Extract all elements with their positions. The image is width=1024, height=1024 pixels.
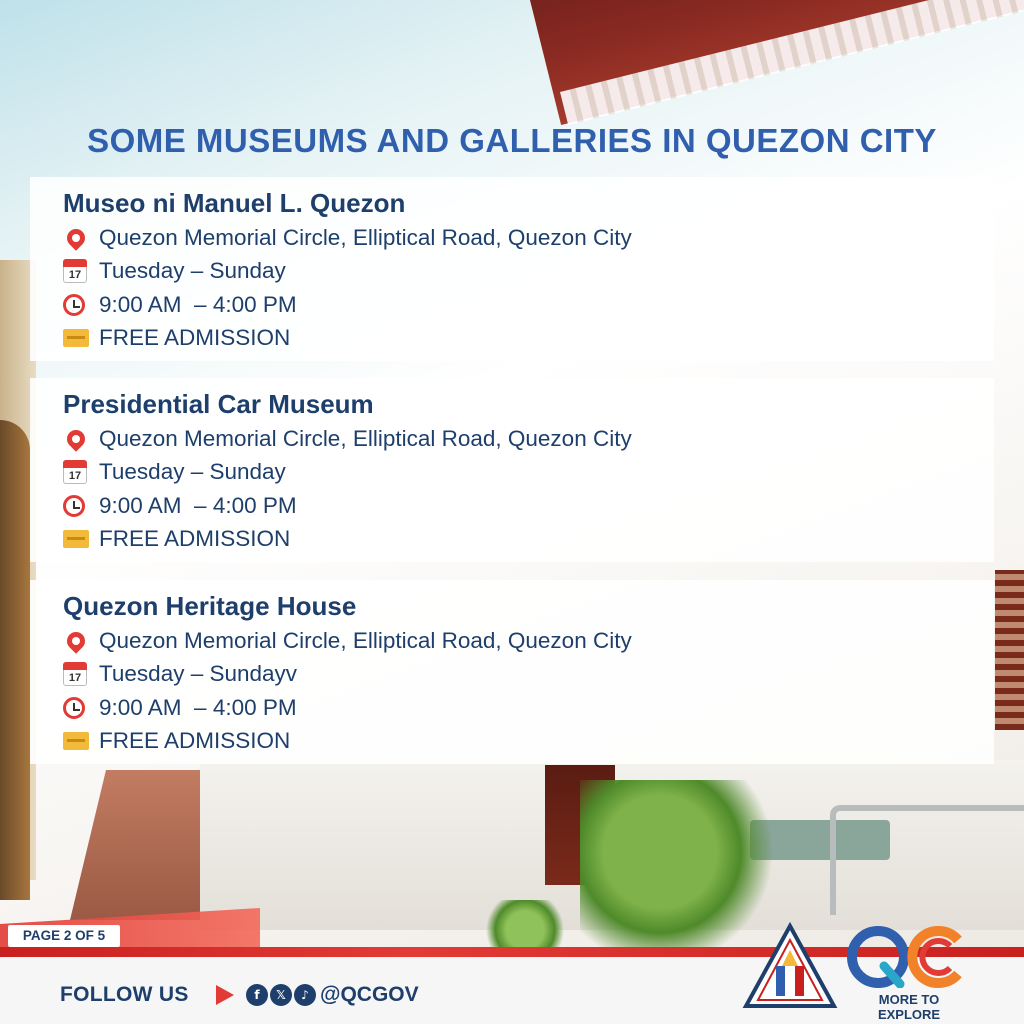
days-row: [63, 658, 994, 692]
hours-text: 9:00 AM – 4:00 PM: [99, 694, 297, 720]
brand-tagline: MORE TO EXPLORE: [877, 992, 941, 1022]
museum-name: Museo ni Manuel L. Quezon: [63, 188, 406, 218]
admission-row: [63, 523, 994, 557]
ticket-icon: [63, 525, 99, 553]
bronze-monument: [0, 420, 30, 900]
admission-text: FREE ADMISSION: [99, 728, 291, 754]
x-icon[interactable]: 𝕏: [270, 984, 292, 1006]
play-arrow-icon: [216, 985, 234, 1005]
days-row: [63, 255, 994, 289]
museum-card: [30, 580, 994, 764]
page-indicator: PAGE 2 OF 5: [8, 925, 120, 947]
hours-text: 9:00 AM – 4:00 PM: [99, 291, 297, 317]
location-text: Quezon Memorial Circle, Elliptical Road, Quezon City: [99, 425, 632, 451]
ticket-icon: [63, 324, 99, 352]
admission-row: [63, 322, 994, 356]
museum-card: [30, 177, 994, 361]
hours-row: [63, 691, 994, 725]
alarm-clock-icon: [63, 694, 99, 722]
hours-row: [63, 489, 994, 523]
capiz-window: [995, 570, 1024, 730]
calendar-icon: 17: [63, 257, 99, 285]
days-text: Tuesday – Sundayv: [99, 661, 298, 687]
calendar-icon: 17: [63, 458, 99, 486]
museum-card: [30, 378, 994, 562]
museum-name: Presidential Car Museum: [63, 389, 374, 419]
quezon-city-seal: [742, 922, 838, 1010]
admission-row: [63, 725, 994, 759]
admission-text: FREE ADMISSION: [99, 526, 291, 552]
ramp-railing: [830, 805, 1024, 915]
social-handle[interactable]: @QCGOV: [320, 983, 419, 1006]
location-text: Quezon Memorial Circle, Elliptical Road, Quezon City: [99, 224, 632, 250]
admission-text: FREE ADMISSION: [99, 325, 291, 351]
ticket-icon: [63, 727, 99, 755]
location-row: [63, 624, 994, 658]
hours-text: 9:00 AM – 4:00 PM: [99, 492, 297, 518]
social-icons: [246, 984, 316, 1006]
qc-brand-logo: [846, 926, 972, 988]
alarm-clock-icon: [63, 291, 99, 319]
days-text: Tuesday – Sunday: [99, 459, 286, 485]
hours-row: [63, 288, 994, 322]
facebook-icon[interactable]: f: [246, 984, 268, 1006]
page-title: SOME MUSEUMS AND GALLERIES IN QUEZON CITY: [87, 122, 937, 159]
museum-name: Quezon Heritage House: [63, 591, 357, 621]
days-text: Tuesday – Sunday: [99, 258, 286, 284]
round-pushpin-icon: [63, 425, 99, 453]
round-pushpin-icon: [63, 224, 99, 252]
calendar-icon: 17: [63, 660, 99, 688]
alarm-clock-icon: [63, 492, 99, 520]
days-row: [63, 456, 994, 490]
round-pushpin-icon: [63, 627, 99, 655]
tiktok-icon[interactable]: ♪: [294, 984, 316, 1006]
location-row: [63, 422, 994, 456]
location-row: [63, 221, 994, 255]
location-text: Quezon Memorial Circle, Elliptical Road, Quezon City: [99, 627, 632, 653]
follow-us-label: FOLLOW US: [60, 983, 189, 1006]
